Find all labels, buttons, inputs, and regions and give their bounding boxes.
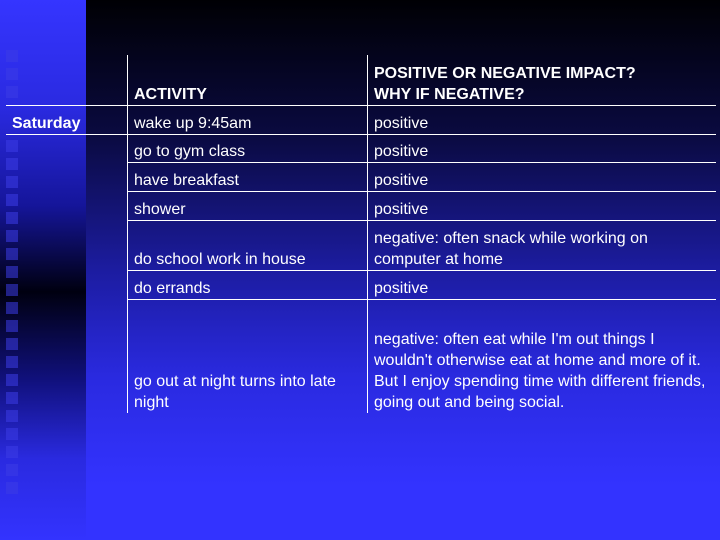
empty-cell	[6, 299, 128, 413]
impact-header-line1: POSITIVE OR NEGATIVE IMPACT?	[374, 64, 636, 82]
activity-cell: shower	[128, 191, 368, 220]
activity-header: ACTIVITY	[128, 55, 368, 105]
table-row	[6, 270, 716, 299]
table-row	[6, 162, 716, 191]
decorative-square	[6, 464, 18, 476]
activity-cell: go to gym class	[128, 134, 368, 162]
table-row	[6, 299, 716, 413]
empty-cell	[6, 270, 128, 299]
empty-cell	[6, 220, 128, 270]
impact-header	[368, 55, 717, 105]
table-row	[6, 220, 716, 270]
impact-cell: positive	[368, 191, 717, 220]
header-row	[6, 55, 716, 105]
day-header-cell	[6, 55, 128, 105]
decorative-square	[6, 428, 18, 440]
impact-cell: positive	[368, 162, 717, 191]
activity-cell: go out at night turns into late night	[128, 299, 368, 413]
activity-cell: do school work in house	[128, 220, 368, 270]
empty-cell	[6, 191, 128, 220]
empty-cell	[6, 162, 128, 191]
impact-cell: negative: often snack while working on computer at home	[368, 220, 717, 270]
table-row	[6, 191, 716, 220]
table-row	[6, 105, 716, 134]
activity-cell: have breakfast	[128, 162, 368, 191]
impact-header-line2: WHY IF NEGATIVE?	[374, 85, 525, 103]
impact-cell: positive	[368, 270, 717, 299]
activity-cell: do errands	[128, 270, 368, 299]
activity-table	[6, 55, 716, 413]
decorative-square	[6, 482, 18, 494]
impact-cell: negative: often eat while I'm out things I wouldn't otherwise eat at home and more of it. But I enjoy spending time with different friends, going out and being social.	[368, 299, 717, 413]
empty-cell	[6, 134, 128, 162]
activity-cell: wake up 9:45am	[128, 105, 368, 134]
table-row	[6, 134, 716, 162]
decorative-square	[6, 446, 18, 458]
impact-cell: positive	[368, 105, 717, 134]
day-label: Saturday	[6, 105, 128, 134]
impact-cell: positive	[368, 134, 717, 162]
